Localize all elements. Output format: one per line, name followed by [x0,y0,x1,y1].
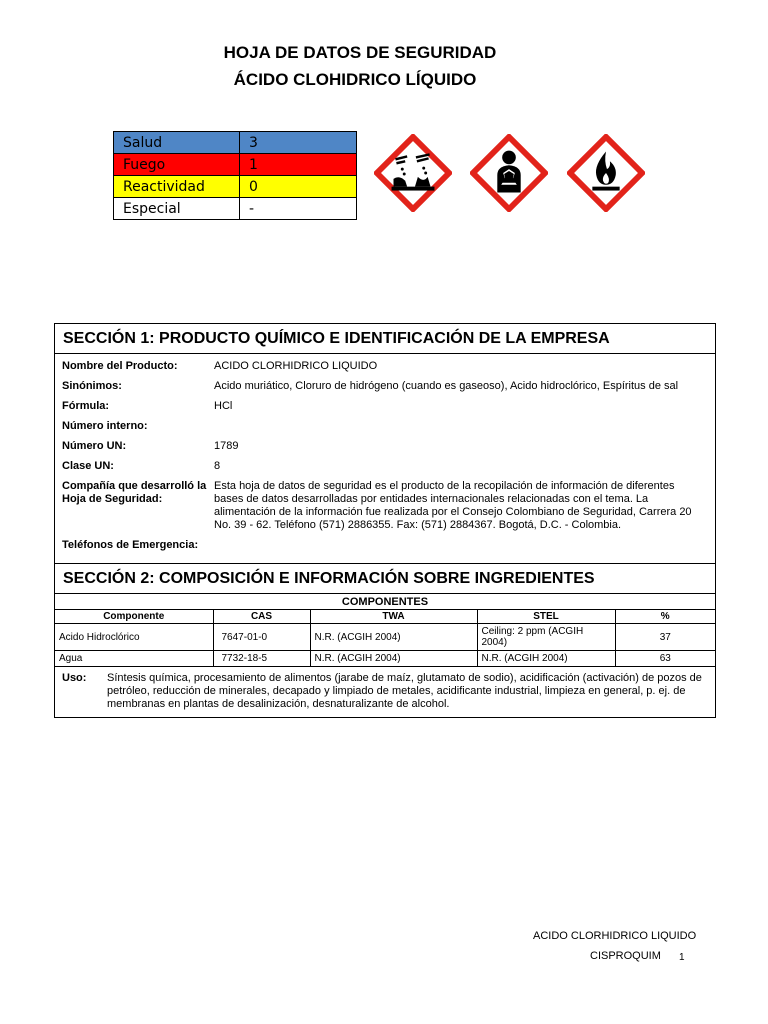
detail-value [214,420,704,433]
detail-key: Número UN: [62,440,127,452]
uso-text: Síntesis química, procesamiento de alimentos (jarabe de maíz, glutamato de sodio), acidificación (activación) de pozos de petróleo, reducción de minerales, decapado y limpiado de metales, acidificante industrial, limpieza en general, p. ej. de membranas en plantas de desalinización, desnaturalizante de alcohol. [107,672,702,710]
hazard-rating-value: 0 [240,176,357,198]
detail-row [55,380,715,393]
detail-row [55,539,715,552]
detail-row [55,480,715,532]
hazard-rating-value: - [240,198,357,220]
hazard-rating-row [114,198,357,220]
safety-sheet-sections [54,323,716,718]
detail-value: HCl [214,400,233,412]
hazard-rating-table [113,131,357,220]
hazard-rating-label: Reactividad [114,176,240,198]
table-cell: 7647-01-0 [213,624,310,651]
detail-key: Nombre del Producto: [62,360,178,372]
column-header: STEL [477,610,615,624]
table-cell: Agua [55,651,213,667]
table-row [55,651,715,667]
document-title: HOJA DE DATOS DE SEGURIDAD [223,43,497,62]
footer-company: CISPROQUIM [590,950,661,962]
hazard-rating-value: 3 [240,132,357,154]
table-cell: Ceiling: 2 ppm (ACGIH 2004) [477,624,615,651]
table-cell: 7732-18-5 [213,651,310,667]
detail-row [55,400,715,413]
hazard-rating-label: Salud [114,132,240,154]
detail-key: Compañía que desarrolló la Hoja de Seguridad: [62,480,207,505]
table-cell: N.R. (ACGIH 2004) [310,651,477,667]
document-subtitle: ÁCIDO CLOHIDRICO LÍQUIDO [233,70,477,89]
detail-value: 8 [214,460,221,472]
table-cell: N.R. (ACGIH 2004) [310,624,477,651]
table-cell: N.R. (ACGIH 2004) [477,651,615,667]
hazard-rating-label: Fuego [114,154,240,176]
detail-value: Acido muriático, Cloruro de hidrógeno (cuando es gaseoso), Acido hidroclórico, Espíritus de sal [214,380,679,392]
detail-row [55,460,715,473]
detail-key: Fórmula: [62,400,110,412]
components-table [55,610,715,667]
column-header: % [615,610,715,624]
section1-details [55,354,715,563]
detail-row [55,420,715,433]
detail-key: Clase UN: [62,460,114,472]
detail-key: Teléfonos de Emergencia: [62,539,199,551]
uso-label: Uso: [62,672,87,684]
table-cell: 63 [615,651,715,667]
detail-row [55,440,715,453]
detail-row [55,360,715,373]
footer-page-number: 1 [679,952,685,963]
hazard-rating-row [114,176,357,198]
corrosion-icon [374,134,452,212]
section1-title: SECCIÓN 1: PRODUCTO QUÍMICO E IDENTIFICACIÓN DE LA EMPRESA [55,324,715,354]
column-header: Componente [55,610,213,624]
flame-icon [567,134,645,212]
table-row [55,624,715,651]
hazard-rating-label: Especial [114,198,240,220]
hazard-rating-row [114,132,357,154]
detail-value [214,539,704,552]
detail-value: ACIDO CLORHIDRICO LIQUIDO [214,360,378,372]
section2-title: SECCIÓN 2: COMPOSICIÓN E INFORMACIÓN SOBRE INGREDIENTES [55,563,715,594]
table-cell: 37 [615,624,715,651]
hazard-rating-row [114,154,357,176]
footer-product: ACIDO CLORHIDRICO LIQUIDO [533,930,697,942]
column-header: TWA [310,610,477,624]
detail-value: 1789 [214,440,239,452]
detail-key: Sinónimos: [62,380,122,392]
health-hazard-icon [470,134,548,212]
uso-block [55,667,715,717]
column-header: CAS [213,610,310,624]
detail-key: Número interno: [62,420,148,432]
hazard-rating-value: 1 [240,154,357,176]
table-cell: Acido Hidroclórico [55,624,213,651]
components-table-title: COMPONENTES [55,594,715,610]
detail-value: Esta hoja de datos de seguridad es el producto de la recopilación de información de diferentes bases de datos desarrolladas por entidades internacionales relacionadas con el tema. La alimentación de la información fue realizada por el Consejo Colombiano de Seguridad, Carrera 20 No. 39 - 62. Teléfono (571) 2886355. Fax: (571) 2884367. Bogotá, D.C. - Colombia. [214,480,692,531]
